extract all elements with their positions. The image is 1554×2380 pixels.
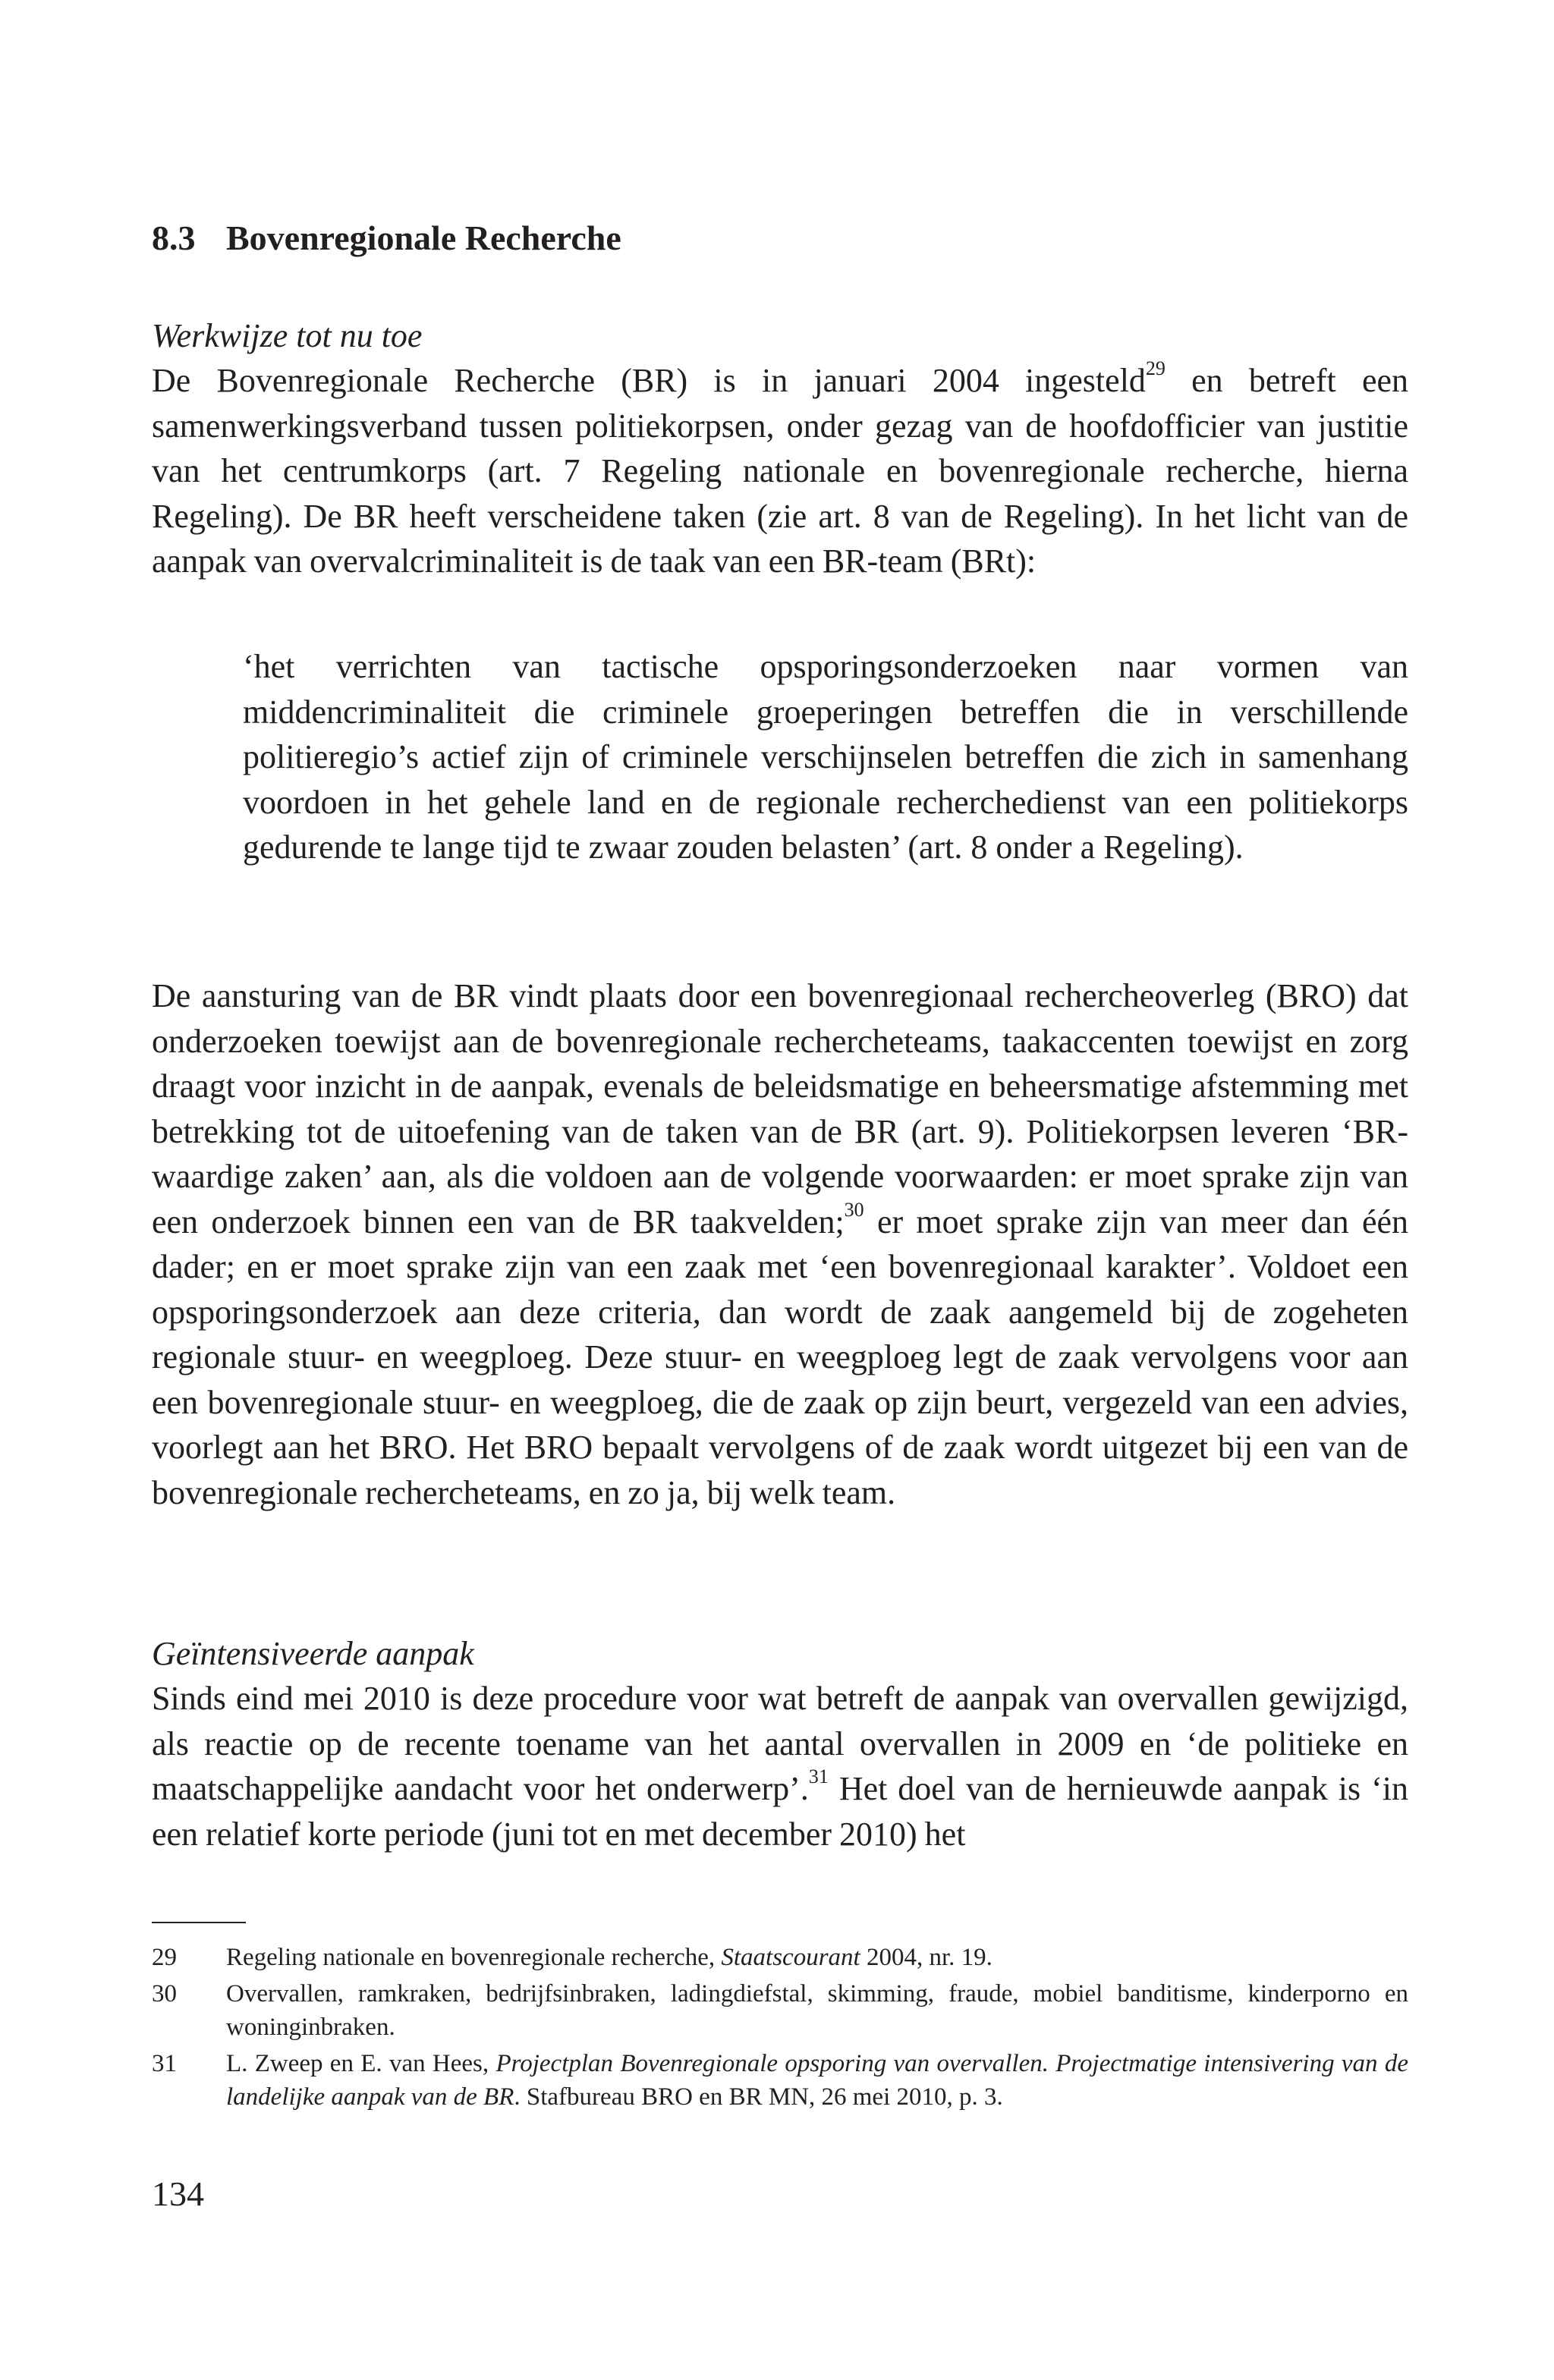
paragraph-text: De Bovenregionale Recherche (BR) is in januari 2004 ingesteld bbox=[152, 362, 1146, 399]
footnote-text: Overvallen, ramkraken, bedrijfsinbraken, ladingdiefstal, skimming, fraude, mobiel banditisme, kinderporno en woninginbraken. bbox=[226, 1980, 1408, 2041]
footnote-text: Regeling nationale en bovenregionale recherche, bbox=[226, 1944, 722, 1971]
footnote-text: 2004, nr. 19. bbox=[860, 1944, 992, 1971]
footnote-ref-29[interactable]: 29 bbox=[1145, 357, 1166, 379]
footnote-29 bbox=[152, 1941, 1408, 1974]
section-number: 8.3 bbox=[152, 219, 196, 257]
paragraph-text: er moet sprake zijn van meer dan één dader; en er moet sprake zijn van een zaak met ‘een bovenregionaal karakter’. Voldoet een opsporingsonderzoek aan deze criteria, dan wordt de zaak aangemeld bij de zogeheten regionale stuur- en weegploeg. Deze stuur- en weegploeg legt de zaak vervolgens voor aan een bovenregionale stuur- en weegploeg, die de zaak op zijn beurt, vergezeld van een advies, voorlegt aan het BRO. Het BRO bepaalt vervolgens of de zaak wordt uitgezet bij een van de bovenregionale rechercheteams, en zo ja, bij welk team. bbox=[152, 1203, 1408, 1511]
subsection-heading-werkwijze: Werkwijze tot nu toe bbox=[152, 317, 423, 354]
paragraph-text: en betreft een samenwerkingsverband tussen politiekorpsen, onder gezag van de hoofdofficier van justitie van het centrumkorps (art. 7 Regeling nationale en bovenregionale recherche, hierna Regeling). De BR heeft verscheidene taken (zie art. 8 van de Regeling). In het licht van de aanpak van overvalcriminaliteit is de taak van een BR-team (BRt): bbox=[152, 362, 1408, 580]
paragraph-aansturing bbox=[152, 973, 1408, 1515]
footnote-ref-31[interactable]: 31 bbox=[808, 1765, 829, 1787]
footnote-number: 31 bbox=[152, 2050, 177, 2077]
footnote-31 bbox=[152, 2047, 1408, 2114]
footnote-italic-title: Projectplan Bovenregionale opsporing van overvallen. Projectmatige intensivering van de landelijke aanpak van de BR bbox=[226, 2050, 1408, 2111]
footnote-number: 29 bbox=[152, 1944, 177, 1971]
footnote-ref-30[interactable]: 30 bbox=[844, 1198, 864, 1221]
footnote-text: L. Zweep en E. van Hees, bbox=[226, 2050, 496, 2077]
page-number: 134 bbox=[152, 2174, 204, 2213]
subsection-geintensiveerd bbox=[152, 1631, 1408, 1857]
paragraph-text: Sinds eind mei 2010 is deze procedure voor wat betreft de aanpak van overvallen gewijzigd, als reactie op de recente toename van het aantal overvallen in 2009 en ‘de politieke en maatschappelijke aandacht voor het onderwerp’. bbox=[152, 1680, 1408, 1807]
paragraph-aansturing-block bbox=[152, 973, 1408, 1515]
section-title: Bovenregionale Recherche bbox=[226, 219, 621, 257]
subsection-heading-geintensiveerd: Geïntensiveerde aanpak bbox=[152, 1635, 474, 1672]
footnote-30 bbox=[152, 1977, 1408, 2044]
subsection-werkwijze bbox=[152, 313, 1408, 584]
paragraph-text: Het doel van de hernieuwde aanpak is ‘in een relatief korte periode (juni tot en met december 2010) het bbox=[152, 1770, 1408, 1853]
section-heading bbox=[152, 215, 621, 261]
footnote-divider bbox=[152, 1922, 246, 1923]
paragraph-geintensiveerd bbox=[152, 1676, 1408, 1857]
footnote-italic-title: Staatscourant bbox=[721, 1944, 860, 1971]
block-quote: ‘het verrichten van tactische opsporingsonderzoeken naar vormen van middencriminaliteit die criminele groeperingen betreffen die in verschillende politieregio’s actief zijn of criminele verschijnselen betreffen die zich in samenhang voordoen in het gehele land en de regionale recherchedienst van een politiekorps gedurende te lange tijd te zwaar zouden belasten’ (art. 8 onder a Regeling). bbox=[243, 648, 1408, 866]
footnote-number: 30 bbox=[152, 1980, 177, 2007]
paragraph-br-intro bbox=[152, 358, 1408, 584]
footnote-text: . Stafbureau BRO en BR MN, 26 mei 2010, p. 3. bbox=[514, 2083, 1003, 2111]
footnotes bbox=[152, 1941, 1408, 2117]
paragraph-text: De aansturing van de BR vindt plaats door een bovenregionaal rechercheoverleg (BRO) dat onderzoeken toewijst aan de bovenregionale rechercheteams, taakaccenten toewijst en zorg draagt voor inzicht in de aanpak, evenals de beleidsmatige en beheersmatige afstemming met betrekking tot de uitoefening van de taken van de BR (art. 9). Politiekorpsen leveren ‘BR-waardige zaken’ aan, als die voldoen aan de volgende voorwaarden: er moet sprake zijn van een onderzoek binnen een van de BR taakvelden; bbox=[152, 977, 1408, 1240]
